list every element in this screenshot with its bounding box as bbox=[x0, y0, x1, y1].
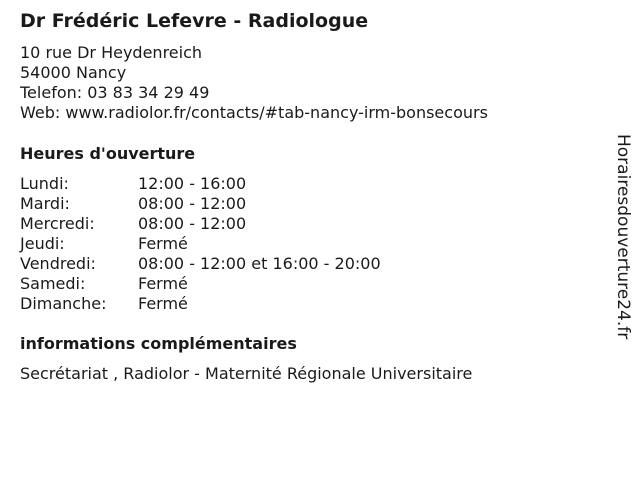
street-address: 10 rue Dr Heydenreich bbox=[20, 43, 203, 62]
day-label: Mardi: bbox=[20, 194, 70, 213]
city-address: 54000 Nancy bbox=[20, 63, 127, 82]
time-value: 12:00 - 16:00 bbox=[138, 174, 247, 193]
time-value: 08:00 - 12:00 bbox=[138, 194, 247, 213]
day-label: Jeudi: bbox=[20, 234, 65, 253]
time-value: 08:00 - 12:00 bbox=[138, 214, 247, 233]
info-text: Secrétariat , Radiolor - Maternité Régionale Universitaire bbox=[20, 364, 473, 383]
site-watermark: Horairesdouverture24.fr bbox=[613, 134, 633, 340]
time-value: Fermé bbox=[138, 234, 188, 253]
address-block bbox=[20, 43, 488, 123]
day-label: Dimanche: bbox=[20, 294, 107, 313]
page-title: Dr Frédéric Lefevre - Radiologue bbox=[20, 10, 369, 32]
day-label: Lundi: bbox=[20, 174, 69, 193]
day-label: Samedi: bbox=[20, 274, 86, 293]
hours-heading: Heures d'ouverture bbox=[20, 144, 196, 163]
website: Web: www.radiolor.fr/contacts/#tab-nancy-irm-bonsecours bbox=[20, 103, 488, 122]
day-label: Vendredi: bbox=[20, 254, 96, 273]
phone-number: Telefon: 03 83 34 29 49 bbox=[20, 83, 210, 102]
time-value: Fermé bbox=[138, 274, 188, 293]
time-value: 08:00 - 12:00 et 16:00 - 20:00 bbox=[138, 254, 381, 273]
info-heading: informations complémentaires bbox=[20, 334, 297, 353]
day-label: Mercredi: bbox=[20, 214, 95, 233]
time-value: Fermé bbox=[138, 294, 188, 313]
